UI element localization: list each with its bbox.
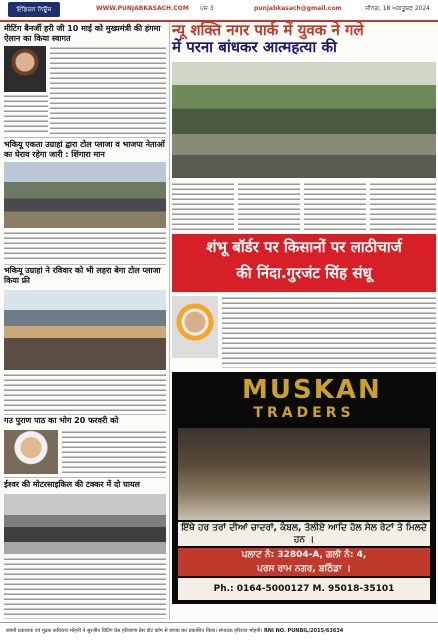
story2-photo (4, 162, 166, 228)
ad-shop-photo (178, 428, 430, 520)
website-url[interactable]: WWW.PUNJABKASACH.COM (96, 5, 189, 12)
ad-subtitle: TRADERS (253, 405, 355, 421)
page-header (0, 0, 438, 22)
page-footer (0, 622, 438, 640)
story1-text (50, 46, 166, 134)
ad-brand: MUSKAN (242, 375, 382, 405)
ad-tagline: ਇੱਥੇ ਹਰ ਤਰਾਂ ਦੀਆਂ ਚਾਦਰਾਂ, ਕੰਬਲ, ਤੋਲੀਏ ਆਦਿ ਹੋਲ ਸੇਲ ਰੇਟਾਂ ਤੇ ਮਿਲਦੇ ਹਨ । (178, 522, 430, 546)
masthead-logo: ਇੰਡਿਯਨ ਨਿਊਜ਼ (8, 2, 60, 17)
email-address[interactable]: punjabkasach@gmail.com (254, 5, 342, 12)
story5-text (4, 557, 166, 619)
rni-number: RNI NO. PUNBIL/2015/63634 (263, 628, 344, 634)
issue-date: ਸੀਨਗ, 18 ਅਕਤੂਬਰ 2024 (365, 5, 430, 12)
imprint-text: स्वामी प्रकाशक एवं मुद्रक कविराज भोहनी ने सुरजीत प्रिंटिंग प्रेस हरियाणा प्रेस डॉट कॉम से छपवा कर प्रकाशित किया। संपादक हरिराज भोहनी। (6, 628, 263, 634)
story1-photo (4, 46, 46, 92)
story3-photo (4, 290, 166, 370)
banner-line1: शंभू बॉर्डर पर किसानों पर लाठीचार्ज (206, 238, 402, 256)
story5-photo (4, 494, 166, 554)
story1-text-cont (4, 94, 48, 134)
imprint-line (6, 627, 432, 636)
banner-headline (172, 234, 436, 292)
story4-text (62, 430, 166, 474)
advertisement[interactable] (172, 372, 436, 604)
story4-headline: गउ पुराण पाठ का भोग 20 फरवरी को (4, 416, 119, 425)
banner-story-photo (172, 296, 218, 358)
story5-headline: ईश्वर की मोटरसाइकिल की टक्कर में दो घायल (4, 480, 140, 489)
story1-headline: मीटिंग बैनर्जी हरी जी 10 माई को मुख्यमंत्री की हंगमा ऐलान का किया स्वागत (4, 24, 161, 43)
story3-text (4, 373, 166, 411)
banner-story-text (222, 296, 436, 368)
story3-headline: भकियू उग्राहां ने रविवार को भी लहरा बेगा टोल प्लाजा किया फ्री (4, 266, 161, 285)
main-text-col4 (370, 182, 436, 232)
story2-text (4, 231, 166, 261)
main-headline-line2: में परना बांधकर आत्महत्या की (172, 38, 337, 56)
main-headline (172, 22, 434, 56)
divider (4, 414, 166, 415)
story4-photo (4, 430, 58, 474)
divider (4, 264, 166, 265)
column-divider (169, 22, 170, 620)
ad-phone[interactable]: Ph.: 0164-5000127 M. 95018-35101 (178, 578, 430, 600)
divider (4, 477, 166, 478)
ad-address-line1: ਪਲਾਟ ਨੰ: 32804-A, ਗਲੀ ਨੰ: 4, (241, 550, 367, 560)
story2-headline: भकियू एकता उग्राहां द्वारा टोल प्लाजा व भाजपा नेताओं का घेराव रहेगा जारी : शिंगारा मान (4, 140, 165, 159)
main-text-col2 (238, 182, 300, 232)
ad-address (178, 548, 430, 576)
main-text-col3 (304, 182, 366, 232)
page-number: ਪੇਜ਼ 3 (200, 5, 214, 12)
main-headline-line1: न्यू शक्ति नगर पार्क में युवक ने गले (172, 21, 364, 39)
main-text-col1 (172, 182, 234, 232)
main-photo (172, 62, 436, 178)
divider (4, 137, 166, 138)
ad-address-line2: ਪਰਸ ਰਾਮ ਨਗਰ, ਬਠਿੰਡਾ । (257, 564, 351, 574)
banner-line2: की निंदा.गुरजंट सिंह संधू (236, 264, 372, 282)
